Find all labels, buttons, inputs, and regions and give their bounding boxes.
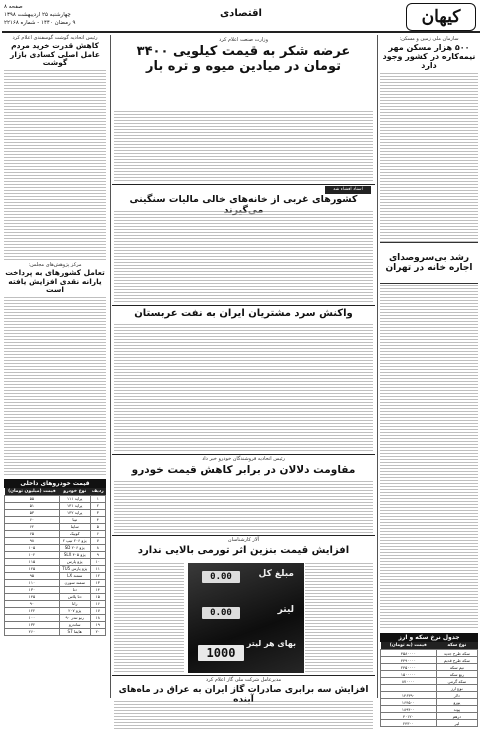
car-index-cell: ۶	[90, 530, 105, 537]
rate-item-cell: یورو	[436, 699, 477, 706]
car-table-row	[5, 544, 106, 551]
rule-1	[112, 184, 375, 185]
car-index-cell: ۱۷	[90, 607, 105, 614]
car-index-cell: ۱۹	[90, 621, 105, 628]
rate-item-cell: دلار	[436, 692, 477, 699]
rate-table-row	[381, 650, 478, 657]
car-price-cell: ۹۰	[5, 600, 60, 607]
rule-2	[112, 305, 375, 306]
meat-kicker: رئیس اتحادیه گوشت گوسفندی اعلام کرد	[12, 35, 98, 41]
subsidy-body	[4, 297, 106, 477]
car-index-cell: ۱۱	[90, 565, 105, 572]
car-table-row	[5, 579, 106, 586]
pump-value-2: 0.00	[210, 608, 232, 618]
meat-headline: کاهش قدرت خرید مردم عامل اصلی کسادی بازار گوشت	[10, 41, 100, 68]
car-model-cell: سمند سورن	[59, 579, 90, 586]
car-index-cell: ۸	[90, 544, 105, 551]
car-index-cell: ۵	[90, 523, 105, 530]
car-index-cell: ۳	[90, 509, 105, 516]
car-model-cell: پژو ۲۰۶ تیپ ۲	[59, 537, 90, 544]
car-table-title: قیمت خودروهای داخلی	[4, 479, 106, 488]
car-price-cell: ۱۰۲	[5, 551, 60, 558]
car-model-cell: ساینا	[59, 523, 90, 530]
car-table-row	[5, 523, 106, 530]
pump-display-1	[202, 571, 240, 583]
car-model-cell: پراید ۱۳۲	[59, 509, 90, 516]
pump-value-3: 1000	[206, 646, 236, 660]
rent-headline-box	[380, 242, 478, 284]
car-col-2: نوع خودرو	[59, 488, 90, 496]
car-model-cell: ساندرو	[59, 621, 90, 628]
date-block	[4, 3, 124, 27]
rate-price-cell: ۱۴۶۳۹۰	[381, 692, 437, 699]
car-table-row	[5, 516, 106, 523]
car-price-cell: ۵۵	[5, 495, 60, 502]
petrol-pump-photo	[188, 563, 304, 673]
rate-table-row	[381, 720, 478, 727]
gas-headline: افزایش سه برابری صادرات گاز ایران به عراق در ماه‌های	[118, 685, 369, 695]
car-kicker: رئیس اتحادیه فروشندگان خودرو خبر داد	[202, 456, 285, 462]
subsidy-kicker: مرکز پژوهش‌های مجلس:	[28, 261, 82, 268]
car-model-cell: دنا	[59, 586, 90, 593]
rate-item-cell: درهم	[436, 713, 477, 720]
rate-price-cell: ۸۷۰۰۰۰	[381, 678, 437, 685]
rate-table-row	[381, 678, 478, 685]
car-model-cell: دنا پلاس	[59, 593, 90, 600]
rate-table-row	[381, 692, 478, 699]
car-table-row	[5, 530, 106, 537]
rate-table-grid	[380, 642, 478, 727]
car-index-cell: ۱۵	[90, 593, 105, 600]
rate-item-cell: لیر	[436, 720, 477, 727]
masthead	[0, 0, 482, 34]
pump-display-2	[202, 607, 240, 619]
car-price-cell: ۲۶۰	[5, 628, 60, 635]
rate-item-cell: سکه طرح جدید	[436, 650, 477, 657]
gas-body	[114, 701, 373, 729]
petrol-kicker: آلاز کارشناسان	[227, 537, 260, 543]
petrol-headline: افزایش قیمت بنزین اثر تورمی بالایی ندارد	[137, 545, 350, 556]
rate-price-cell: ۴۵۸۰۰۰۰	[381, 650, 437, 657]
sugar-body	[114, 111, 373, 181]
pump-line-3: بهای هر لیتر	[246, 639, 296, 648]
rent-headline: رشد بی‌سروصدای اجاره خانه در تهران	[385, 252, 473, 273]
car-model-cell: پژو پارس	[59, 558, 90, 565]
car-model-cell: رنو تندر ۹۰	[59, 614, 90, 621]
car-table-row	[5, 614, 106, 621]
housing-kicker: سازمان ملی زمین و مسکن:	[399, 36, 459, 42]
car-table-grid	[4, 488, 106, 636]
rate-item-cell: سکه طرح قدیم	[436, 657, 477, 664]
car-index-cell: ۴	[90, 516, 105, 523]
car-price-cell: ۱۱۵	[5, 558, 60, 565]
rate-item-cell: ربع سکه	[436, 671, 477, 678]
left-column	[2, 35, 108, 698]
rate-price-cell: ۱۸۹۴۰۰	[381, 706, 437, 713]
rate-table	[380, 633, 478, 727]
car-model-cell: کوییک	[59, 530, 90, 537]
car-index-cell: ۱۶	[90, 600, 105, 607]
rate-table-row	[381, 657, 478, 664]
car-headline: مقاومت دلالان در برابر کاهش قیمت خودرو	[131, 464, 356, 476]
car-index-cell: ۱۳	[90, 579, 105, 586]
rate-table-row	[381, 664, 478, 671]
car-table-row	[5, 495, 106, 502]
tax-label: اسناد افشاء شد	[333, 187, 363, 192]
rate-price-cell: ۴۰۱۲۰	[381, 713, 437, 720]
car-table-row	[5, 502, 106, 509]
car-model-cell: پراید ۱۳۱	[59, 502, 90, 509]
center-area	[112, 35, 375, 698]
car-table-row	[5, 551, 106, 558]
housing-headline: ۵۰۰ هزار مسکن مهر نیمه‌کاره در کشور وجود دارد	[382, 43, 476, 71]
car-price-cell: ۵۳	[5, 509, 60, 516]
car-price-table	[4, 479, 106, 636]
rate-item-cell: نیم سکه	[436, 664, 477, 671]
pump-display-3	[198, 645, 244, 661]
car-col-3: قیمت (میلیون تومان)	[5, 488, 60, 496]
section-title: اقتصادی	[220, 8, 262, 19]
petrol-body-left	[114, 563, 184, 673]
car-table-row	[5, 558, 106, 565]
rule-3	[112, 454, 375, 455]
rate-price-cell: ۱۶۴۵۰۰	[381, 699, 437, 706]
logo	[406, 3, 476, 31]
meat-body	[4, 70, 106, 260]
car-model-cell: پراید ۱۱۱	[59, 495, 90, 502]
car-model-cell: پژو پارس TU5	[59, 565, 90, 572]
car-index-cell: ۷	[90, 537, 105, 544]
pump-line-1: مبلغ کل	[258, 569, 294, 579]
car-price-cell: ۱۲۵	[5, 565, 60, 572]
sugar-kicker: وزارت صنعت اعلام کرد	[218, 37, 268, 43]
car-body	[114, 481, 373, 533]
rate-table-row	[381, 706, 478, 713]
car-price-cell: ۱۲۲	[5, 607, 60, 614]
car-price-cell: ۵۱	[5, 502, 60, 509]
date-line-1: چهارشنبه ۲۵ اردیبهشت ۱۳۹۸	[4, 12, 71, 18]
tax-body	[114, 211, 373, 303]
date-line-2: ۹ رمضان ۱۴۴۰ - شماره ۲۲۱۶۸	[4, 20, 76, 26]
masthead-rule	[2, 31, 480, 33]
rate-col-1: نوع سکه	[436, 642, 477, 650]
oil-headline: واکنش سرد مشتریان ایران به نفت عربستان	[134, 308, 353, 319]
car-model-cell: سمند LX	[59, 572, 90, 579]
car-price-cell: ۱۰۰	[5, 614, 60, 621]
pump-value-1: 0.00	[210, 572, 232, 582]
car-price-cell: ۶۰	[5, 516, 60, 523]
housing-body	[380, 73, 478, 243]
car-index-cell: ۱	[90, 495, 105, 502]
rate-item-cell: سکه گرمی	[436, 678, 477, 685]
car-model-cell: پژو ۲۰۷	[59, 607, 90, 614]
rule-4	[112, 535, 375, 536]
car-model-cell: رانا	[59, 600, 90, 607]
pump-line-2: لیتر	[277, 605, 294, 615]
left-column-divider	[110, 35, 111, 698]
logo-text: کیهان	[421, 7, 461, 27]
car-table-row	[5, 628, 106, 635]
rate-item-cell: پوند	[436, 706, 477, 713]
car-index-cell: ۱۲	[90, 572, 105, 579]
car-price-cell: ۱۰۵	[5, 544, 60, 551]
tax-label-badge	[325, 186, 371, 194]
oil-body	[114, 324, 373, 452]
car-index-cell: ۲۰	[90, 628, 105, 635]
car-table-row	[5, 565, 106, 572]
rate-col-2: قیمت (به تومان)	[381, 642, 437, 650]
subsidy-headline: تعامل کشورهای به پرداخت یارانه نقدی افزایش یافته است	[5, 267, 105, 295]
car-model-cell: پژو ۴۰۵ SLX	[59, 551, 90, 558]
page-label: صفحه ۸	[4, 4, 23, 10]
car-price-cell: ۶۵	[5, 530, 60, 537]
rent-body	[380, 285, 478, 630]
right-column	[378, 35, 480, 726]
rate-price-cell: ۴۴۹۰۰۰۰	[381, 657, 437, 664]
car-table-row	[5, 537, 106, 544]
rate-item-cell: نوع ارز	[436, 685, 477, 692]
car-price-cell: ۶۲	[5, 523, 60, 530]
tax-headline: کشورهای غربی از خانه‌های خالی مالیات سنگینی	[129, 194, 358, 205]
rate-table-row	[381, 685, 478, 692]
gas-kicker: مدیرعامل شرکت ملی گاز اعلام کرد	[205, 677, 282, 683]
car-index-cell: ۲	[90, 502, 105, 509]
car-index-cell: ۱۴	[90, 586, 105, 593]
car-table-row	[5, 607, 106, 614]
car-index-cell: ۱۸	[90, 614, 105, 621]
petrol-body-right	[305, 563, 373, 673]
car-price-cell: ۹۸	[5, 537, 60, 544]
car-price-cell: ۱۳۰	[5, 586, 60, 593]
rate-table-title: جدول نرخ سکه و ارز	[380, 633, 478, 642]
car-price-cell: ۹۵	[5, 572, 60, 579]
car-model-cell: پژو ۲۰۶ SD	[59, 544, 90, 551]
car-price-cell: ۱۱۰	[5, 579, 60, 586]
car-index-cell: ۹	[90, 551, 105, 558]
sugar-headline: عرضه شکر به قیمت کیلویی ۳۴۰۰ تومان در میادین میوه و تره بار	[136, 44, 351, 74]
rate-table-row	[381, 671, 478, 678]
car-table-row	[5, 586, 106, 593]
car-price-cell: ۱۳۲	[5, 621, 60, 628]
rule-5	[112, 675, 375, 676]
car-model-cell: تیبا	[59, 516, 90, 523]
rate-price-cell: ۲۴۳۰۰	[381, 720, 437, 727]
rate-table-row	[381, 699, 478, 706]
rate-table-row	[381, 713, 478, 720]
car-col-1: ردیف	[91, 488, 104, 494]
rate-price-cell	[381, 685, 437, 692]
car-table-row	[5, 593, 106, 600]
car-model-cell: هایما S7	[59, 628, 90, 635]
car-table-row	[5, 509, 106, 516]
car-table-row	[5, 621, 106, 628]
right-column-divider	[377, 35, 378, 698]
car-price-cell: ۱۴۵	[5, 593, 60, 600]
rate-price-cell: ۱۵۰۰۰۰۰	[381, 671, 437, 678]
car-index-cell: ۱۰	[90, 558, 105, 565]
car-table-row	[5, 600, 106, 607]
rate-price-cell: ۲۴۵۰۰۰۰	[381, 664, 437, 671]
car-table-row	[5, 572, 106, 579]
